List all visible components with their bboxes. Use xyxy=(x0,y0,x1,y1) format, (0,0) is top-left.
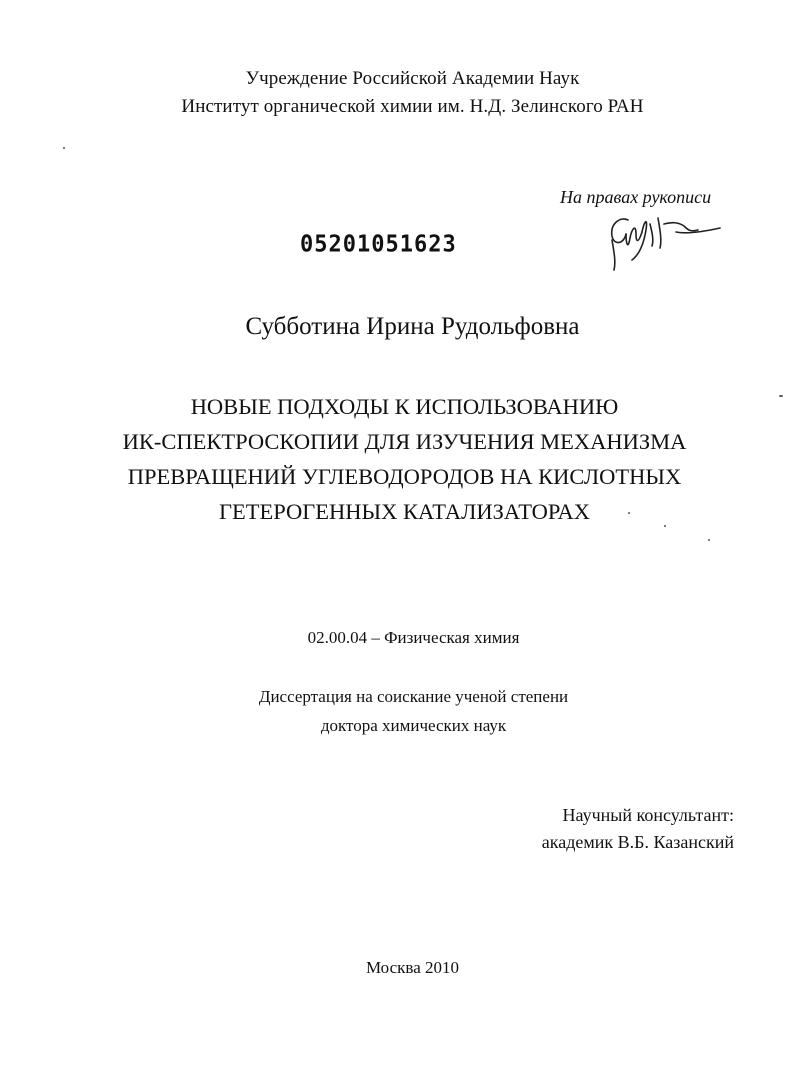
document-code: 05201051623 xyxy=(300,231,457,258)
degree-line-1: Диссертация на соискание ученой степени xyxy=(258,687,569,706)
author-name: Субботина Ирина Рудольфовна xyxy=(245,313,580,340)
title-line: ПРЕВРАЩЕНИЙ УГЛЕВОДОРОДОВ НА КИСЛОТНЫХ xyxy=(127,464,682,489)
title-line: НОВЫЕ ПОДХОДЫ К ИСПОЛЬЗОВАНИЮ xyxy=(190,394,619,419)
institution-line-1: Учреждение Российской Академии Наук xyxy=(245,68,580,89)
advisor-name: академик В.Б. Казанский xyxy=(541,832,734,852)
institution-line-2: Институт органической химии им. Н.Д. Зелинского РАН xyxy=(181,96,644,117)
scan-speck xyxy=(628,512,630,514)
title-line: ИК-СПЕКТРОСКОПИИ ДЛЯ ИЗУЧЕНИЯ МЕХАНИЗМА xyxy=(122,429,687,454)
title-line: ГЕТЕРОГЕННЫХ КАТАЛИЗАТОРАХ xyxy=(218,499,591,524)
dissertation-title xyxy=(0,389,797,529)
specialty-code: 02.00.04 – Физическая химия xyxy=(307,628,520,647)
advisor-label: Научный консультант: xyxy=(562,805,734,825)
scan-speck xyxy=(664,525,666,527)
scientific-advisor xyxy=(520,802,734,856)
handwritten-signature xyxy=(602,210,732,272)
city-and-year: Москва 2010 xyxy=(365,958,460,977)
manuscript-rights-note: На правах рукописи xyxy=(560,187,712,207)
scan-speck xyxy=(779,395,783,397)
scan-speck xyxy=(708,539,710,541)
scan-speck xyxy=(63,147,65,149)
degree-line-2: доктора химических наук xyxy=(320,716,507,735)
